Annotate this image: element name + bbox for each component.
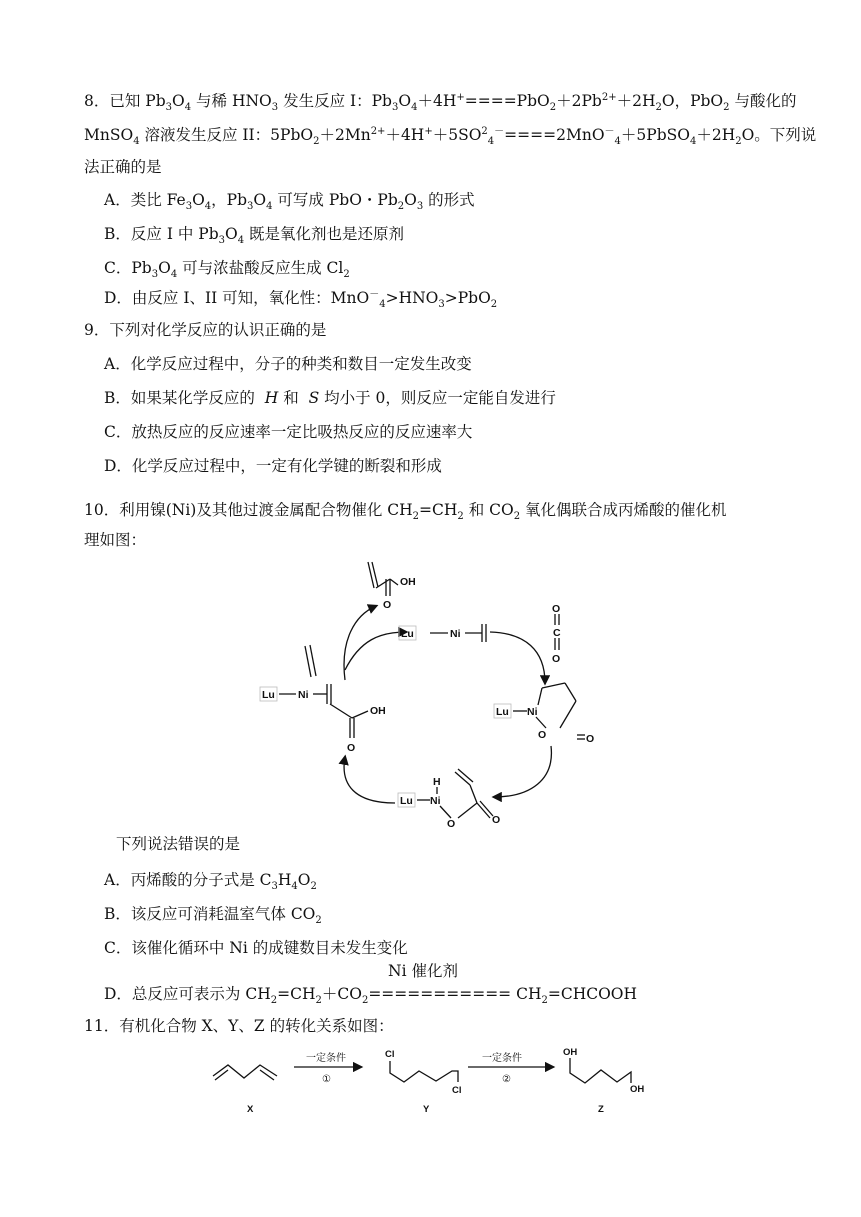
text-segment: MnSO: [84, 126, 134, 144]
text-segment: 2: [361, 995, 369, 1007]
text-segment: O: [192, 191, 205, 209]
text-segment: －: [604, 125, 615, 137]
text-segment: B．反应 I 中 Pb: [104, 225, 219, 243]
q10-catalyst-label: Ni 催化剂: [388, 962, 458, 980]
text-segment: 4: [266, 201, 273, 213]
text-segment: 3: [165, 102, 173, 114]
text-segment: ＋4H: [385, 126, 425, 144]
text-segment: ====2MnO: [504, 126, 605, 144]
text-segment: 下列说法错误的是: [116, 835, 241, 853]
compound-y-structure: [390, 1061, 458, 1082]
text-segment: C．该催化循环中 Ni 的成键数目未发生变化: [104, 939, 408, 957]
o-label-co2-bottom: O: [552, 653, 561, 665]
text-segment: 4: [291, 881, 298, 893]
lu-label-bottom: Lu: [400, 795, 413, 807]
text-segment: 9．下列对化学反应的认识正确的是: [84, 321, 327, 339]
text-segment: A．类比 Fe: [104, 191, 186, 209]
text-segment: ，Pb: [211, 191, 248, 209]
text-segment: ＋CO: [321, 985, 362, 1003]
text-segment: >HNO: [385, 289, 439, 307]
q10-sub-stem: [116, 834, 240, 854]
text-segment: 2: [490, 299, 498, 311]
text-segment: O: [253, 191, 267, 209]
q10-stem-line1: [84, 500, 727, 523]
lu-label-left: Lu: [262, 689, 275, 701]
text-segment: 2: [310, 881, 317, 893]
text-segment: O: [297, 871, 311, 889]
conversion-diagram: [205, 1043, 655, 1115]
text-segment: B．该反应可消耗温室气体 CO: [104, 905, 316, 923]
text-segment: 可与浓盐酸反应生成 Cl: [177, 259, 344, 277]
text-segment: S: [308, 389, 320, 407]
q9-option-c: [104, 422, 472, 442]
q11-stem: [84, 1016, 394, 1036]
text-segment: 4: [170, 269, 178, 281]
o-label-right-ring: O: [538, 729, 547, 741]
text-segment: 4: [184, 102, 192, 114]
cl-label-y-2: Cl: [452, 1085, 462, 1096]
text-segment: 4: [614, 136, 621, 148]
q8-option-d: [104, 288, 498, 311]
cycle-arrow-top-left: [344, 606, 376, 680]
ni-label-bottom: Ni: [430, 795, 441, 807]
text-segment: 2: [723, 102, 730, 114]
text-segment: B．如果某化学反应的: [104, 389, 265, 407]
q8-option-a: [104, 190, 475, 213]
compound-x-structure: [213, 1065, 277, 1080]
text-segment: 2: [735, 136, 742, 148]
text-segment: 溶液发生反应 II：5PbO: [139, 126, 314, 144]
text-segment: D．化学反应过程中，一定有化学键的断裂和形成: [104, 457, 442, 475]
text-segment: =CH: [277, 985, 316, 1003]
text-segment: 4: [204, 201, 212, 213]
text-segment: 4: [237, 235, 245, 247]
q9-option-b: [104, 388, 556, 408]
cycle-arrow-left-bottom: [344, 757, 395, 803]
text-segment: 2: [313, 136, 320, 148]
q9-option-d: [104, 456, 442, 476]
q9-option-a: [104, 354, 472, 374]
text-segment: D．总反应可表示为 CH: [104, 985, 271, 1003]
text-segment: 2: [655, 102, 662, 114]
text-segment: 发生反应 I：Pb: [278, 92, 392, 110]
compound-y-label: Y: [423, 1104, 430, 1115]
text-segment: ＋2H: [616, 92, 656, 110]
condition-label-1: 一定条件: [306, 1053, 346, 1064]
q10-option-b: [104, 904, 322, 927]
text-segment: 10．利用镍(Ni)及其他过渡金属配合物催化 CH: [84, 501, 413, 519]
text-segment: 理如图：: [84, 531, 147, 549]
o-label-bottom-carbonyl: O: [492, 814, 501, 826]
text-segment: 法正确的是: [84, 158, 162, 176]
text-segment: 2+: [601, 91, 617, 103]
text-segment: D．由反应 I、II 可知，氧化性：MnO: [104, 289, 370, 307]
text-segment: 2: [481, 125, 488, 137]
text-segment: O: [398, 92, 412, 110]
ni-label-left: Ni: [298, 689, 309, 701]
o-label-right-carbonyl: O: [586, 733, 595, 745]
q9-stem: [84, 320, 326, 340]
lu-label-top: Lu: [401, 628, 414, 640]
ethylene-structure: [305, 645, 316, 677]
text-segment: C．Pb: [104, 259, 152, 277]
text-segment: 8．已知 Pb: [84, 92, 166, 110]
o-label-top: O: [383, 599, 392, 611]
text-segment: ＋5PbSO: [620, 126, 690, 144]
text-segment: 4: [133, 136, 140, 148]
acrylic-acid-product-structure: [368, 562, 398, 596]
text-segment: 3: [271, 102, 279, 114]
oh-label-left: OH: [370, 705, 386, 717]
text-segment: A．丙烯酸的分子式是 C: [104, 871, 272, 889]
c-label-co2: C: [553, 627, 561, 639]
oh-label-z-1: OH: [563, 1047, 578, 1058]
text-segment: O: [172, 92, 185, 110]
compound-x-label: X: [247, 1104, 254, 1115]
text-segment: 4: [379, 299, 386, 311]
text-segment: 2: [397, 201, 405, 213]
text-segment: O。下列说: [741, 126, 817, 144]
text-segment: ＋4H: [417, 92, 457, 110]
text-segment: 可写成 PbO・Pb: [272, 191, 398, 209]
text-segment: A．化学反应过程中，分子的种类和数目一定发生改变: [104, 355, 472, 373]
text-segment: 均小于 0，则反应一定能自发进行: [319, 389, 556, 407]
text-segment: H: [264, 389, 279, 407]
text-segment: 3: [185, 201, 193, 213]
text-segment: O，PbO: [661, 92, 724, 110]
text-segment: 2+: [370, 125, 386, 137]
text-segment: 与酸化的: [729, 92, 797, 110]
text-segment: 和 CO: [463, 501, 514, 519]
q10-option-c: [104, 938, 408, 958]
condition-label-2: 一定条件: [482, 1053, 522, 1064]
text-segment: 11．有机化合物 X、Y、Z 的转化关系如图：: [84, 1017, 394, 1035]
text-segment: O: [225, 225, 238, 243]
q8-option-c: [104, 258, 350, 281]
text-segment: －: [369, 288, 380, 300]
q8-stem-line2: [84, 125, 817, 148]
text-segment: 2: [270, 995, 278, 1007]
compound-z-label: Z: [598, 1104, 604, 1115]
text-segment: 2: [412, 511, 420, 523]
text-segment: 3: [247, 201, 254, 213]
o-label-left: O: [347, 742, 356, 754]
text-segment: 4: [411, 102, 418, 114]
q8-stem-line3: [84, 157, 162, 177]
text-segment: 2: [541, 995, 548, 1007]
text-segment: 2: [315, 995, 322, 1007]
text-segment: ＋5SO: [432, 126, 482, 144]
text-segment: 2: [315, 915, 322, 927]
text-segment: 3: [391, 102, 399, 114]
text-segment: 和: [278, 389, 309, 407]
text-segment: ＋2H: [696, 126, 736, 144]
text-segment: =CHCOOH: [547, 985, 638, 1003]
text-segment: 3: [151, 269, 159, 281]
cl-label-y-1: Cl: [385, 1049, 395, 1060]
text-segment: －: [494, 125, 505, 137]
text-segment: 2: [513, 511, 521, 523]
text-segment: 既是氧化剂也是还原剂: [244, 225, 405, 243]
text-segment: 3: [438, 299, 445, 311]
text-segment: O: [158, 259, 171, 277]
text-segment: 与稀 HNO: [191, 92, 272, 110]
text-segment: ＋2Pb: [556, 92, 602, 110]
lu-label-right: Lu: [496, 706, 509, 718]
cycle-arrow-top: [345, 632, 406, 670]
text-segment: =========== CH: [368, 985, 542, 1003]
catalytic-cycle-diagram: [255, 558, 605, 830]
text-segment: 4: [689, 136, 697, 148]
text-segment: 4: [487, 136, 495, 148]
ni-label-top: Ni: [450, 628, 461, 640]
q10-stem-line2: [84, 530, 146, 550]
text-segment: ====PbO: [464, 92, 550, 110]
cycle-arrow-right-bottom: [494, 746, 551, 797]
text-segment: 2: [457, 511, 464, 523]
h-label-bottom: H: [433, 776, 441, 788]
text-segment: ＋2Mn: [319, 126, 371, 144]
text-segment: C．放热反应的反应速率一定比吸热反应的反应速率大: [104, 423, 473, 441]
q8-stem-line1: [84, 91, 797, 114]
text-segment: 氧化偶联合成丙烯酸的催化机: [520, 501, 727, 519]
ni-label-right: Ni: [527, 706, 538, 718]
text-segment: +: [456, 91, 465, 103]
compound-z-structure: [570, 1058, 631, 1083]
text-segment: 3: [271, 881, 278, 893]
text-segment: H: [277, 871, 292, 889]
q10-option-a: [104, 870, 317, 893]
oh-label-z-2: OH: [630, 1084, 645, 1095]
o-label-co2-top: O: [552, 603, 561, 615]
q10-option-d: [104, 984, 638, 1007]
text-segment: =CH: [419, 501, 458, 519]
text-segment: >PbO: [444, 289, 491, 307]
step-label-1: ①: [322, 1074, 331, 1085]
step-label-2: ②: [502, 1074, 511, 1085]
text-segment: O: [404, 191, 417, 209]
text-segment: 的形式: [423, 191, 475, 209]
cycle-arrow-right-top: [490, 632, 545, 683]
text-segment: 2: [343, 269, 350, 281]
text-segment: 3: [416, 201, 424, 213]
text-segment: +: [424, 125, 433, 137]
text-segment: 3: [218, 235, 226, 247]
q8-option-b: [104, 224, 405, 247]
oh-label-top: OH: [400, 576, 416, 588]
text-segment: 2: [549, 102, 557, 114]
o-label-bottom: O: [447, 818, 456, 830]
